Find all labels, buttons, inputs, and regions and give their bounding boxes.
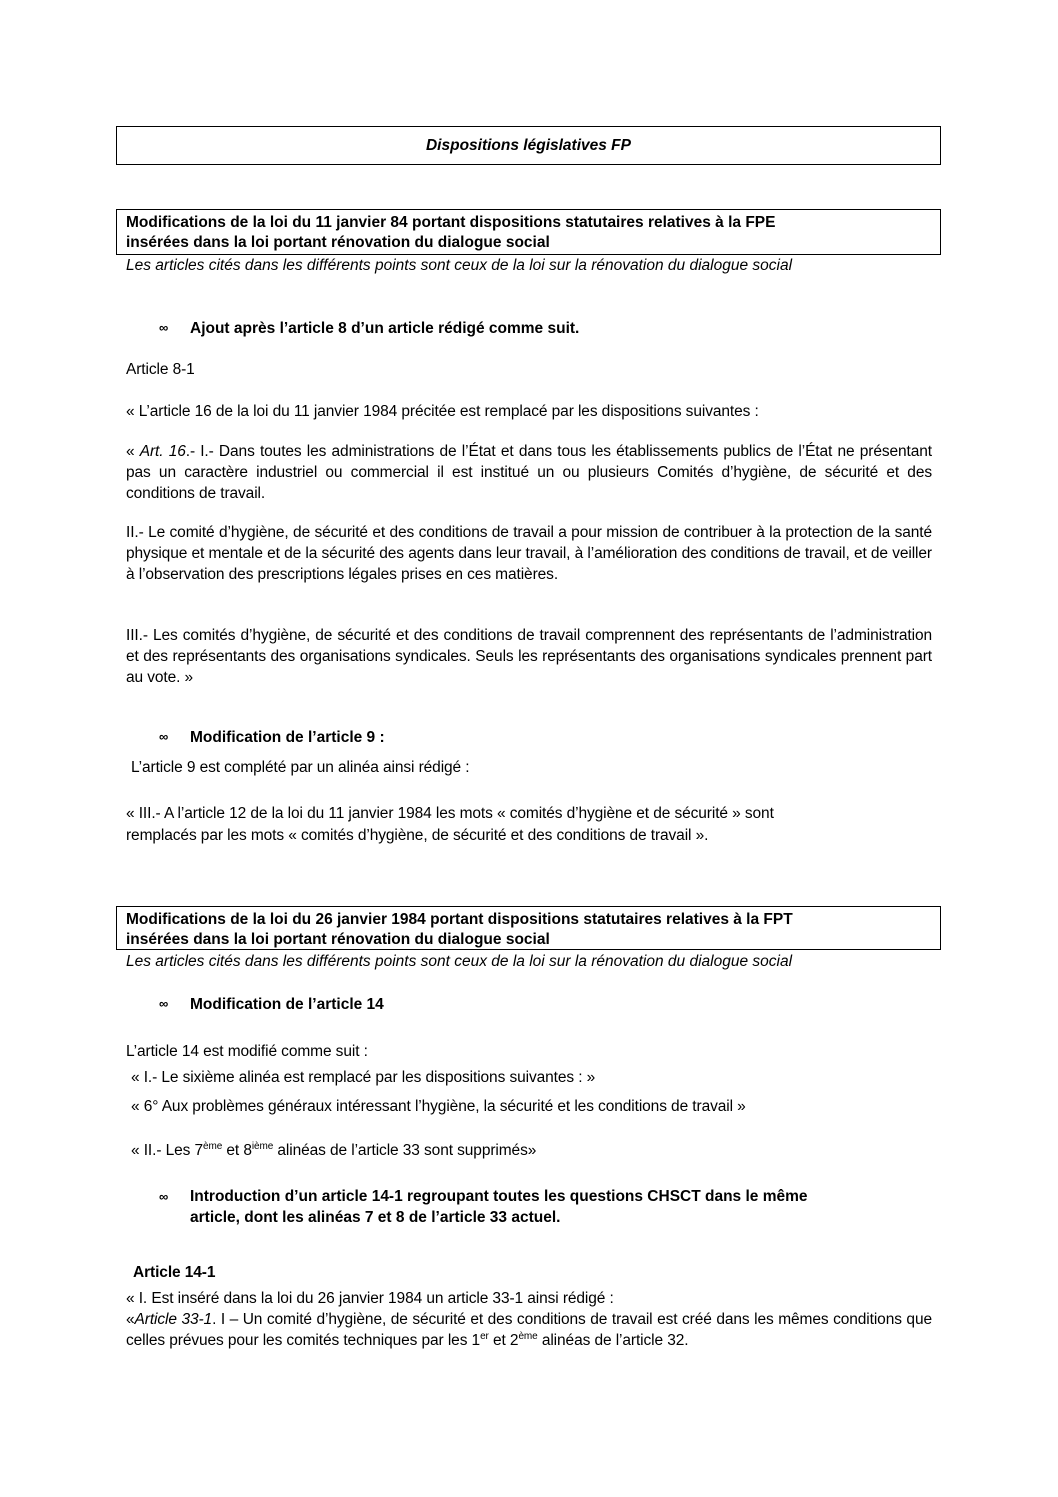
bullet-icon: ∞ [159,729,169,744]
section1-bullet-add-article: Ajout après l’article 8 d’un article rédigé comme suit. [190,320,580,337]
article-16-paragraph-2: II.- Le comité d’hygiène, de sécurité et des conditions de travail a pour mission de contribuer à la protection de la santé physique et mentale et de la sécurité des agents dans leur travail, à l’amélioration des conditions de travail, et de veiller à l’observation des prescriptions légales prises en ces matières. [126,524,932,583]
section1-header-line1: Modifications de la loi du 11 janvier 84 portant dispositions statutaires relatives à la FPE [126,214,776,231]
bullet-line2: article, dont les alinéas 7 et 8 de l’article 33 actuel. [190,1209,561,1226]
section1-bullet-modify-article-9: Modification de l’article 9 : [190,729,385,746]
article-14-1-intro: « I. Est inséré dans la loi du 26 janvier 1984 un article 33-1 ainsi rédigé : [126,1290,614,1307]
section1-subtitle: Les articles cités dans les différents points sont ceux de la loi sur la rénovation du dialogue social [126,257,793,274]
article-14-intro: L’article 14 est modifié comme suit : [126,1043,368,1060]
article-14-line1: « I.- Le sixième alinéa est remplacé par les dispositions suivantes : » [131,1069,596,1086]
article-9-intro: L’article 9 est complété par un alinéa ainsi rédigé : [131,759,470,776]
section2-bullet-modify-article-14: Modification de l’article 14 [190,996,384,1013]
article-9-text-line2: remplacés par les mots « comités d’hygiène, de sécurité et des conditions de travail ». [126,827,709,844]
section2-bullet-introduce-article-14-1 [190,1186,808,1228]
article-16-paragraph-1: « Art. 16.- I.- Dans toutes les administrations de l’État et dans tous les établissements publics de l’État ne présentant pas un caractère industriel ou commercial il est institué un ou plusieurs Comités d’hygiène, de sécurité et des conditions de travail. [126,443,932,502]
article-14-1-label: Article 14-1 [133,1264,216,1281]
article-9-text-line1: « III.- A l’article 12 de la loi du 11 janvier 1984 les mots « comités d’hygiène et de sécurité » sont [126,805,774,822]
article-14-line2: « 6° Aux problèmes généraux intéressant l’hygiène, la sécurité et les conditions de travail » [131,1098,746,1115]
section2-header [116,906,941,950]
section1-header [116,209,941,255]
article-16-ref: Art. 16 [139,443,186,460]
article-8-1-label: Article 8-1 [126,361,195,378]
section1-header-line2: insérées dans la loi portant rénovation du dialogue social [126,234,550,251]
bullet-icon: ∞ [159,320,169,335]
bullet-icon: ∞ [159,996,169,1011]
bullet-icon: ∞ [159,1189,169,1204]
article-16-paragraph-3: III.- Les comités d’hygiène, de sécurité et des conditions de travail comprennent des représentants de l’administration et des représentants des organisations syndicales. Seuls les représentants des organisations syndicales prennent part au vote. » [126,627,932,686]
article-33-1-ref: Article 33-1 [134,1311,213,1328]
section2-header-line1: Modifications de la loi du 26 janvier 1984 portant dispositions statutaires relatives à la FPT [126,911,793,928]
article-33-1-text: «Article 33-1. I – Un comité d’hygiène, de sécurité et des conditions de travail est créé dans les mêmes conditions que celles prévues pour les comités techniques par les 1er et 2ème alinéas de l’article 32. [126,1311,932,1349]
article-16-intro: « L’article 16 de la loi du 11 janvier 1984 précitée est remplacé par les dispositions suivantes : [126,403,759,420]
article-14-line3: « II.- Les 7ème et 8ième alinéas de l’article 33 sont supprimés» [131,1140,537,1159]
bullet-line1: Introduction d’un article 14-1 regroupant toutes les questions CHSCT dans le même [190,1188,808,1205]
document-title: Dispositions législatives FP [116,126,941,165]
section2-subtitle: Les articles cités dans les différents points sont ceux de la loi sur la rénovation du dialogue social [126,953,793,970]
section2-header-line2: insérées dans la loi portant rénovation du dialogue social [126,931,550,948]
